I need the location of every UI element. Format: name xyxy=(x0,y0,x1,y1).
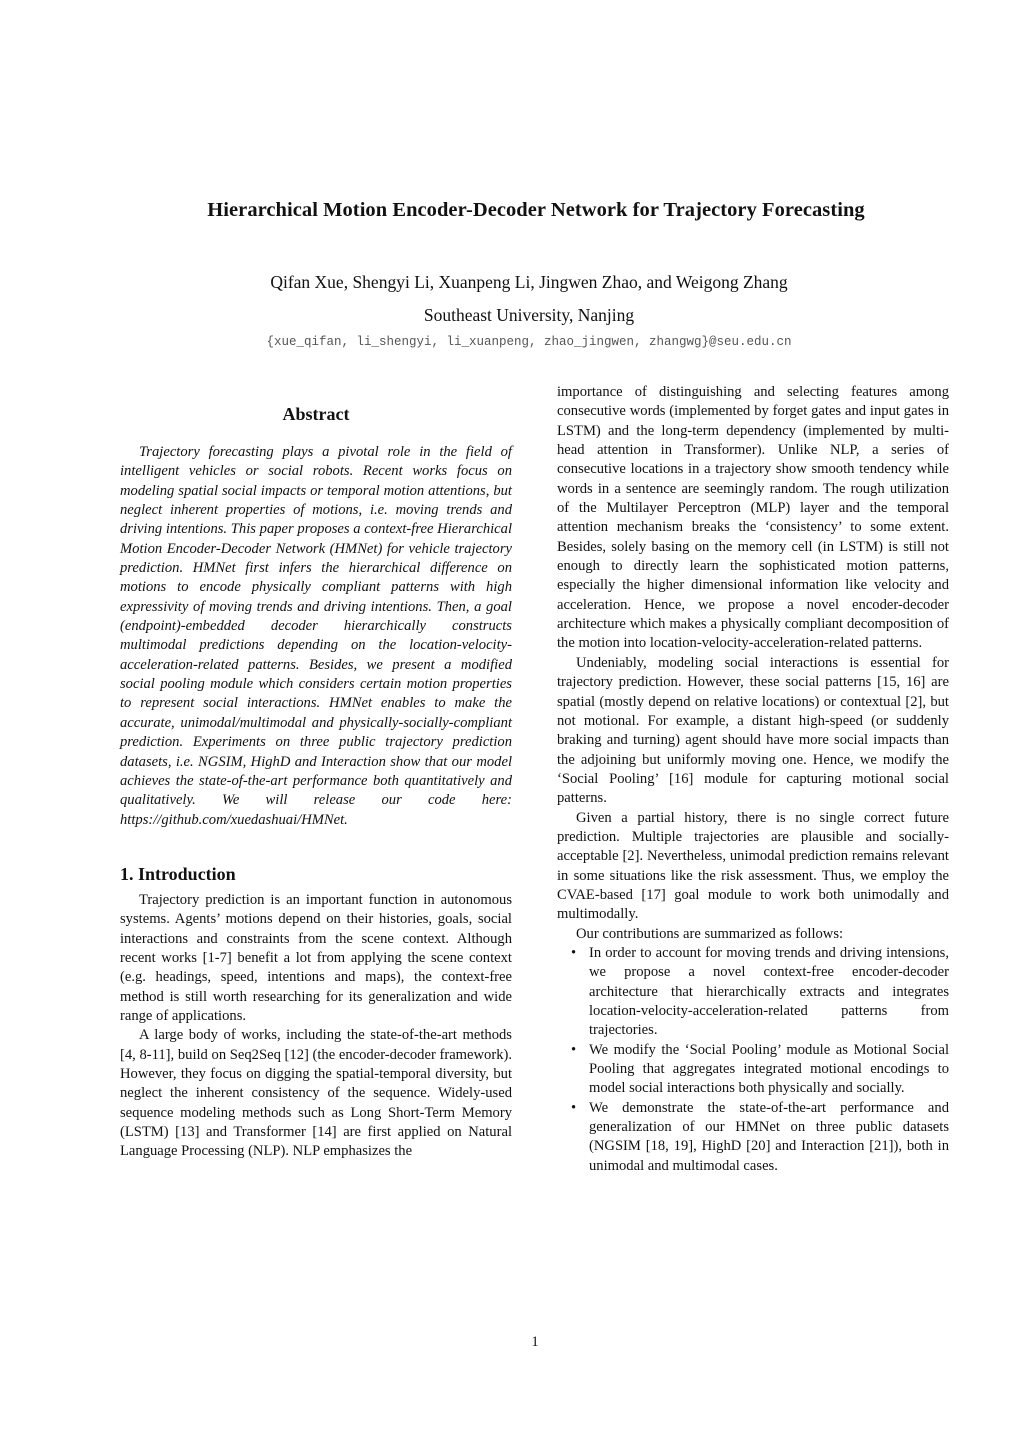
intro-paragraph-5: Our contributions are summarized as follows: xyxy=(576,925,844,942)
left-column xyxy=(120,400,512,1162)
contribution-list xyxy=(557,944,949,1176)
intro-paragraph-3: Undeniably, modeling social interactions is essential for trajectory prediction. However, these social patterns [15, 16] are spatial (mostly depend on relative locations) or contextual [2], but not motional. For example, a distant high-speed (or suddenly braking and turning) agent should have more social impacts than the adjoining but uniformly moving one. Hence, we modify the ‘Social Pooling’ [16] module for capturing motional social patterns. xyxy=(557,654,949,807)
intro-continuation: importance of distinguishing and selecting features among consecutive words (implemented by forget gates and input gates in LSTM) and the long-term dependency (implemented by multi-head attention in Transformer). Unlike NLP, a series of consecutive locations in a trajectory show smooth tendency while words in a sentence are seemingly random. The rough utilization of the Multilayer Perceptron (MLP) layer and the temporal attention mechanism breaks the ‘consistency’ to some extent. Besides, solely basing on the memory cell (in LSTM) is still not enough to directly learn the sophisticated motion patterns, especially the higher dimensional information like velocity and acceleration. Hence, we propose a novel encoder-decoder architecture which makes a physically compliant decomposition of the motion into location-velocity-acceleration-related patterns. xyxy=(557,384,949,652)
intro-paragraph-2: A large body of works, including the state-of-the-art methods [4, 8-11], build on Seq2Seq [12] (the encoder-decoder framework). However, they focus on digging the spatial-temporal diversity, but neglect the inherent consistency of the sequence. Widely-used sequence modeling methods such as Long Short-Term Memory (LSTM) [13] and Transformer [14] are first applied on Natural Language Processing (NLP). NLP emphasizes the xyxy=(120,1027,512,1160)
author-list: Qifan Xue, Shengyi Li, Xuanpeng Li, Jingwen Zhao, and Weigong Zhang xyxy=(270,272,788,292)
author-emails: {xue_qifan, li_shengyi, li_xuanpeng, zhao_jingwen, zhangwg}@seu.edu.cn xyxy=(266,335,792,349)
bullet-icon: • xyxy=(571,1099,577,1116)
page-number: 1 xyxy=(531,1334,539,1350)
abstract-text: Trajectory forecasting plays a pivotal role in the field of intelligent vehicles or social robots. Recent works focus on modeling spatial social impacts or temporal motion attentions, but neglect inherent properties of motions, i.e. moving trends and driving intentions. This paper proposes a context-free Hierarchical Motion Encoder-Decoder Network (HMNet) for vehicle trajectory prediction. HMNet first infers the hierarchical difference on motions to encode physically compliant patterns with high expressivity of moving trends and driving intentions. Then, a goal (endpoint)-embedded decoder hierarchically constructs multimodal predictions depending on the location-velocity-acceleration-related patterns. Besides, we present a modified social pooling module which considers certain motion properties to represent social interactions. HMNet enables to make the accurate, unimodal/multimodal and physically-socially-compliant prediction. Experiments on three public trajectory prediction datasets, i.e. NGSIM, HighD and Interaction show that our model achieves the state-of-the-art performance both quantitatively and qualitatively. We will release our code here: https://github.com/xuedashuai/HMNet. xyxy=(120,444,512,828)
abstract-heading: Abstract xyxy=(282,404,350,424)
intro-paragraph-1: Trajectory prediction is an important function in autonomous systems. Agents’ motions depend on their histories, goals, social interactions and constraints from the scene context. Although recent works [1-7] benefit a lot from applying the scene context (e.g. headings, speed, intentions and maps), the context-free method is still worth researching for its generalization and wide range of applications. xyxy=(120,891,512,1024)
intro-paragraph-4: Given a partial history, there is no single correct future prediction. Multiple trajectories are plausible and socially-acceptable [2]. Nevertheless, unimodal prediction remains relevant in some situations like the risk assessment. Thus, we employ the CVAE-based [17] goal module to work both unimodally and multimodally. xyxy=(557,809,949,923)
affiliation: Southeast University, Nanjing xyxy=(423,305,635,325)
introduction-heading: 1. Introduction xyxy=(120,863,236,884)
list-item xyxy=(557,944,949,1041)
contribution-text: We demonstrate the state-of-the-art performance and generalization of our HMNet on three public datasets (NGSIM [18, 19], HighD [20] and Interaction [21]), both in unimodal and multimodal cases. xyxy=(589,1099,949,1174)
contribution-text: In order to account for moving trends and driving intensions, we propose a novel context-free encoder-decoder architecture that hierarchically extracts and integrates location-velocity-acceleration-related patterns from trajectories. xyxy=(589,944,949,1039)
list-item xyxy=(557,1041,949,1099)
right-column xyxy=(557,383,949,1176)
contribution-text: We modify the ‘Social Pooling’ module as Motional Social Pooling that aggregates integrated motional encodings to model social interactions both physically and socially. xyxy=(589,1041,949,1097)
paper-title: Hierarchical Motion Encoder-Decoder Network for Trajectory Forecasting xyxy=(207,199,865,221)
bullet-icon: • xyxy=(571,944,577,961)
list-item xyxy=(557,1099,949,1176)
bullet-icon: • xyxy=(571,1041,577,1058)
